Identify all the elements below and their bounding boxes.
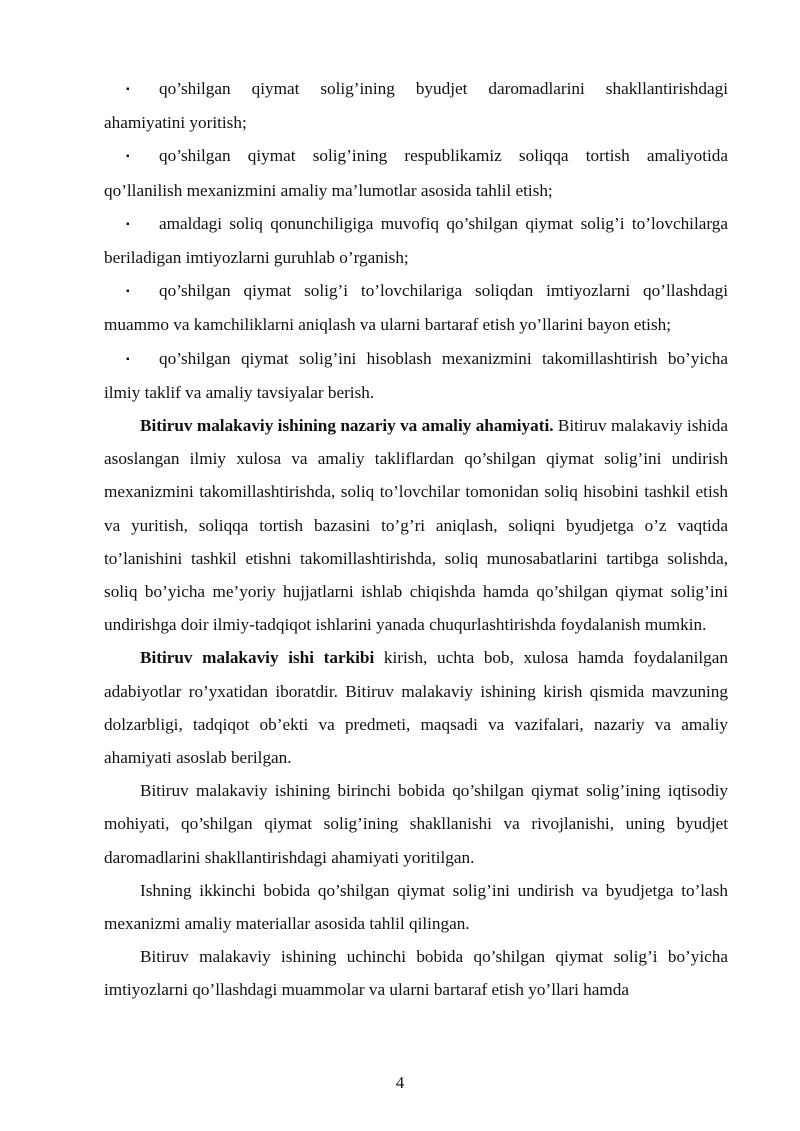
bullet-text: qo’shilgan qiymat solig’ining byudjet daromadlarini shakllantirishdagi ahamiyatini yoritish; bbox=[104, 79, 728, 133]
bullet-text: qo’shilgan qiymat solig’ining respublikamiz soliqqa tortish amaliyotida qo’llanilish mexanizmini amaliy ma’lumotlar asosida tahlil etish; bbox=[104, 146, 728, 200]
bullet-item-2 bbox=[104, 139, 728, 206]
bullet-item-1 bbox=[104, 72, 728, 139]
bullet-item-3 bbox=[104, 207, 728, 274]
page-number: 4 bbox=[395, 1073, 405, 1092]
significance-paragraph bbox=[104, 409, 728, 641]
chapter-two-paragraph: Ishning ikkinchi bobida qo’shilgan qiymat solig’ini undirish va byudjetga to’lash mexanizmi amaliy materiallar asosida tahlil qilingan. bbox=[104, 880, 728, 934]
square-bullet-icon: ▪ bbox=[126, 151, 130, 163]
bullet-item-4 bbox=[104, 274, 728, 341]
bullet-text: qo’shilgan qiymat solig’i to’lovchilariga soliqdan imtiyozlarni qo’llashdagi muammo va kamchiliklarni aniqlash va ularni bartaraf etish yo’llarini bayon etish; bbox=[104, 281, 728, 335]
significance-text: Bitiruv malakaviy ishida asoslangan ilmiy xulosa va amaliy takliflardan qo’shilgan qiymat solig’ini undirish mexanizmini takomillashtirishda, soliq to’lovchilar tomonidan soliq hisobini tashkil etish va yuritish, soliqqa tortish bazasini to’g’ri aniqlash, soliqni byudjetga o’z vaqtida to’lanishini tashkil etishni takomillashtirishda, soliq munosabatlarini tartibga solishda, soliq bo’yicha me’yoriy hujjatlarni ishlab chiqishda hamda qo’shilgan qiymat solig’ini undirishga doir ilmiy-tadqiqot ishlarini yanada chuqurlashtirishda foydalanish mumkin. bbox=[104, 416, 728, 635]
bullet-text: amaldagi soliq qonunchiligiga muvofiq qo’shilgan qiymat solig’i to’lovchilarga beriladigan imtiyozlarni guruhlab o’rganish; bbox=[104, 213, 728, 268]
bullet-text: qo’shilgan qiymat solig’ini hisoblash mexanizmini takomillashtirish bo’yicha ilmiy taklif va amaliy tavsiyalar berish. bbox=[104, 348, 728, 402]
structure-paragraph bbox=[104, 641, 728, 774]
chapter-three-paragraph: Bitiruv malakaviy ishining uchinchi bobida qo’shilgan qiymat solig’i bo’yicha imtiyozlarni qo’llashdagi muammolar va ularni bartaraf etish yo’llari hamda bbox=[104, 947, 728, 1000]
significance-heading: Bitiruv malakaviy ishining nazariy va amaliy ahamiyati. bbox=[140, 416, 554, 436]
chapter-one-paragraph: Bitiruv malakaviy ishining birinchi bobida qo’shilgan qiymat solig’ining iqtisodiy mohiyati, qo’shilgan qiymat solig’ining shakllanishi va rivojlanishi, uning byudjet daromadlarini shakllantirishdagi ahamiyati yoritilgan. bbox=[104, 781, 728, 867]
square-bullet-icon: ▪ bbox=[126, 84, 130, 95]
structure-heading: Bitiruv malakaviy ishi tarkibi bbox=[140, 648, 375, 668]
square-bullet-icon: ▪ bbox=[126, 353, 130, 365]
square-bullet-icon: ▪ bbox=[126, 218, 130, 230]
square-bullet-icon: ▪ bbox=[126, 286, 130, 298]
structure-text: kirish, uchta bob, xulosa hamda foydalanilgan adabiyotlar ro’yxatidan iboratdir. Bitiruv malakaviy ishining kirish qismida mavzuning dolzarbligi, tadqiqot ob’ekti va predmeti, maqsadi va vazifalari, nazariy va amaliy ahamiyati asoslab berilgan. bbox=[104, 648, 729, 768]
bullet-item-5 bbox=[104, 342, 728, 409]
